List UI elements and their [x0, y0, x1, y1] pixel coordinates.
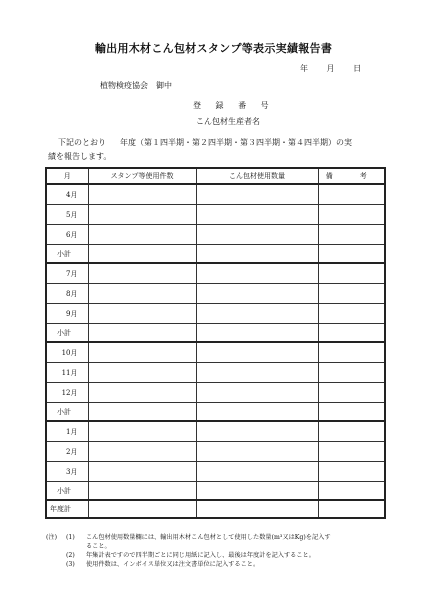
stamp-count-cell[interactable]	[88, 403, 196, 422]
document-title: 輸出用木材こん包材スタンプ等表示実績報告書	[94, 42, 333, 55]
remarks-cell[interactable]	[318, 324, 385, 343]
remarks-cell[interactable]	[318, 482, 385, 501]
note-text: 使用件数は、インボイス単位又は注文書単位に記入すること。	[86, 561, 260, 568]
table-row	[46, 342, 385, 363]
stamp-count-cell[interactable]	[88, 324, 196, 343]
stamp-count-cell[interactable]	[88, 383, 196, 403]
packing-quantity-cell[interactable]	[196, 304, 318, 324]
table-header-row	[46, 168, 385, 184]
stamp-count-cell[interactable]	[88, 500, 196, 518]
month-cell: 2月	[46, 442, 88, 462]
stamp-count-cell[interactable]	[88, 263, 196, 284]
table-row	[46, 442, 385, 462]
note-text: こん包材使用数量欄には、輸出用木材こん包材として使用した数量(m³又はKg)を記入す	[86, 534, 331, 541]
header-remarks: 備 考	[318, 168, 385, 184]
note-number: (1)	[66, 534, 75, 541]
remarks-cell[interactable]	[318, 342, 385, 363]
note-item	[46, 551, 396, 560]
subtotal-row	[46, 245, 385, 264]
table-row	[46, 421, 385, 442]
packing-quantity-cell[interactable]	[196, 363, 318, 383]
header-stamp-count: スタンプ等使用件数	[88, 168, 196, 184]
table-row	[46, 184, 385, 205]
remarks-cell[interactable]	[318, 304, 385, 324]
stamp-count-cell[interactable]	[88, 205, 196, 225]
day-label: 日	[353, 64, 362, 73]
intro-paragraph	[48, 136, 388, 164]
stamp-count-cell[interactable]	[88, 225, 196, 245]
packing-quantity-cell[interactable]	[196, 225, 318, 245]
packing-quantity-cell[interactable]	[196, 284, 318, 304]
recipient-org: 植物検疫協会	[100, 81, 148, 90]
remarks-cell[interactable]	[318, 462, 385, 482]
stamp-count-cell[interactable]	[88, 284, 196, 304]
table-row	[46, 225, 385, 245]
table-row	[46, 304, 385, 324]
recipient-honorific: 御中	[156, 81, 172, 90]
packing-quantity-cell[interactable]	[196, 184, 318, 205]
stamp-count-cell[interactable]	[88, 462, 196, 482]
month-cell: 1月	[46, 421, 88, 442]
remarks-cell[interactable]	[318, 205, 385, 225]
table-row	[46, 284, 385, 304]
note-number: (2)	[66, 552, 75, 559]
month-label: 月	[326, 64, 335, 73]
month-cell: 9月	[46, 304, 88, 324]
stamp-count-cell[interactable]	[88, 363, 196, 383]
remarks-cell[interactable]	[318, 403, 385, 422]
stamp-count-cell[interactable]	[88, 304, 196, 324]
table-row	[46, 205, 385, 225]
remarks-cell[interactable]	[318, 421, 385, 442]
packing-quantity-cell[interactable]	[196, 462, 318, 482]
remarks-cell[interactable]	[318, 363, 385, 383]
month-cell: 8月	[46, 284, 88, 304]
year-total-label: 年度計	[46, 500, 88, 518]
packing-quantity-cell[interactable]	[196, 342, 318, 363]
month-cell: 10月	[46, 342, 88, 363]
note-number: (3)	[66, 561, 75, 568]
intro-text-part2: 年度（第１四半期・第２四半期・第３四半期・第４四半期）の実	[120, 138, 352, 147]
remarks-cell[interactable]	[318, 225, 385, 245]
remarks-cell[interactable]	[318, 263, 385, 284]
month-cell: 3月	[46, 462, 88, 482]
month-cell: 12月	[46, 383, 88, 403]
packing-quantity-cell[interactable]	[196, 205, 318, 225]
header-packing-quantity: こん包材使用数量	[196, 168, 318, 184]
notes-label: (注)	[46, 534, 58, 541]
packing-quantity-cell[interactable]	[196, 500, 318, 518]
packing-quantity-cell[interactable]	[196, 324, 318, 343]
stamp-count-cell[interactable]	[88, 184, 196, 205]
packing-quantity-cell[interactable]	[196, 421, 318, 442]
subtotal-label: 小計	[46, 324, 88, 343]
date-line	[300, 63, 361, 74]
subtotal-label: 小計	[46, 482, 88, 501]
notes-section	[46, 533, 396, 569]
packing-quantity-cell[interactable]	[196, 263, 318, 284]
year-total-row	[46, 500, 385, 518]
stamp-count-cell[interactable]	[88, 342, 196, 363]
note-text: 年集計表ですので四半期ごとに同じ用紙に記入し、最後は年度計を記入すること。	[86, 552, 315, 559]
month-cell: 4月	[46, 184, 88, 205]
month-cell: 11月	[46, 363, 88, 383]
table-row	[46, 263, 385, 284]
intro-text-part1: 下記のとおり	[58, 138, 106, 147]
table-row	[46, 363, 385, 383]
stamp-count-cell[interactable]	[88, 442, 196, 462]
remarks-cell[interactable]	[318, 442, 385, 462]
subtotal-label: 小計	[46, 245, 88, 264]
stamp-count-cell[interactable]	[88, 421, 196, 442]
subtotal-label: 小計	[46, 403, 88, 422]
stamp-count-cell[interactable]	[88, 245, 196, 264]
intro-text-line2: 績を報告します。	[48, 152, 112, 161]
month-cell: 5月	[46, 205, 88, 225]
subtotal-row	[46, 482, 385, 501]
packing-quantity-cell[interactable]	[196, 383, 318, 403]
year-label: 年	[300, 64, 308, 73]
recipient-line	[100, 80, 172, 91]
month-cell: 7月	[46, 263, 88, 284]
remarks-cell[interactable]	[318, 245, 385, 264]
header-month: 月	[46, 168, 88, 184]
remarks-cell[interactable]	[318, 500, 385, 518]
packing-quantity-cell[interactable]	[196, 442, 318, 462]
note-item	[46, 533, 396, 551]
subtotal-row	[46, 403, 385, 422]
table-row	[46, 383, 385, 403]
packing-quantity-cell[interactable]	[196, 403, 318, 422]
remarks-cell[interactable]	[318, 383, 385, 403]
month-cell: 6月	[46, 225, 88, 245]
note-item	[46, 560, 396, 569]
note-text-continuation: ること。	[86, 543, 111, 550]
subtotal-row	[46, 324, 385, 343]
remarks-cell[interactable]	[318, 284, 385, 304]
registration-number-label: 登 録 番 号	[193, 101, 275, 110]
producer-name-label: こん包材生産者名	[196, 117, 260, 126]
table-row	[46, 462, 385, 482]
report-table	[45, 167, 386, 519]
remarks-cell[interactable]	[318, 184, 385, 205]
stamp-count-cell[interactable]	[88, 482, 196, 501]
packing-quantity-cell[interactable]	[196, 245, 318, 264]
packing-quantity-cell[interactable]	[196, 482, 318, 501]
